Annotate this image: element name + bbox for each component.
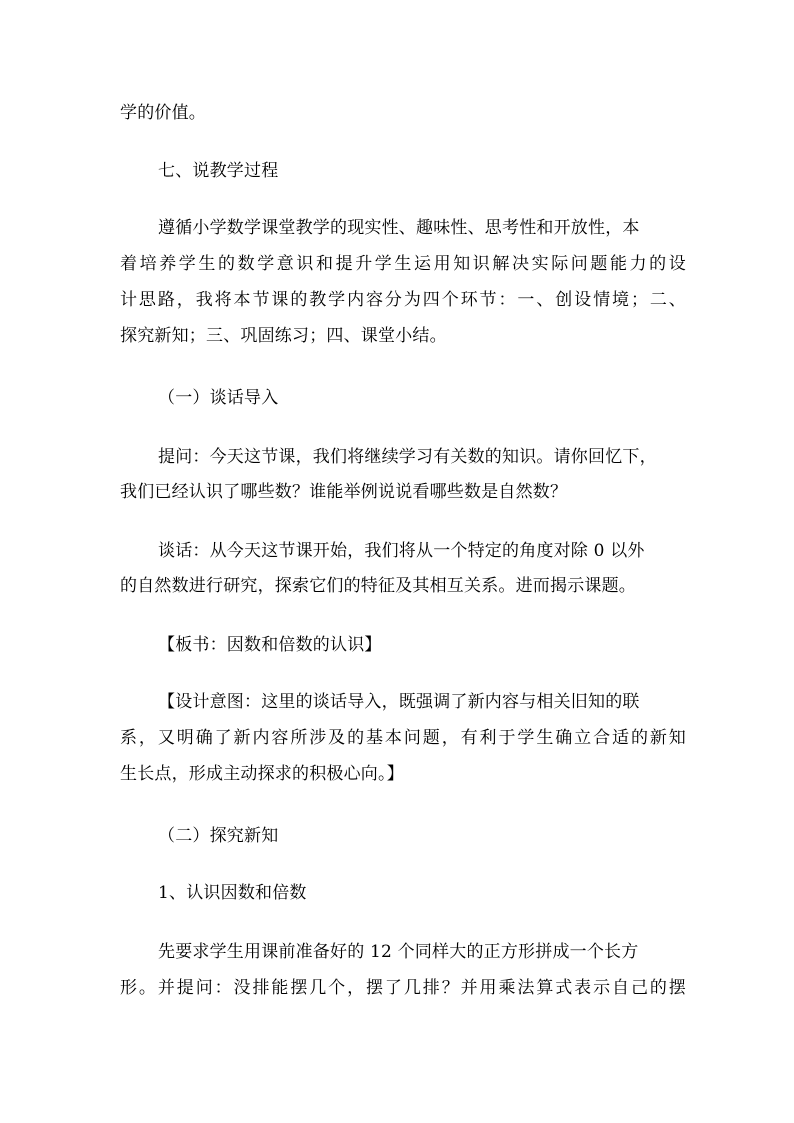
paragraph-line: 形。并提问：没排能摆几个，摆了几排？并用乘法算式表示自己的摆: [120, 978, 686, 998]
paragraph-line: 的自然数进行研究，探索它们的特征及其相互关系。进而揭示课题。: [120, 576, 636, 596]
paragraph-line: 谈话：从今天这节课开始，我们将从一个特定的角度对除 0 以外: [158, 541, 645, 561]
paragraph-line: 先要求学生用课前准备好的 12 个同样大的正方形拼成一个长方: [158, 942, 639, 962]
section-heading: 七、说教学过程: [158, 161, 279, 181]
subsection-heading: 1、认识因数和倍数: [158, 883, 307, 903]
board-note: 【板书：因数和倍数的认识】: [158, 635, 382, 655]
paragraph-line: 着培养学生的数学意识和提升学生运用知识解决实际问题能力的设: [120, 254, 686, 274]
paragraph-line: 提问：今天这节课，我们将继续学习有关数的知识。请你回忆下，: [158, 447, 657, 467]
paragraph-line: 计思路，我将本节课的教学内容分为四个环节：一、创设情境；二、: [120, 290, 686, 310]
paragraph-line: 遵循小学数学课堂教学的现实性、趣味性、思考性和开放性，本: [158, 218, 640, 238]
paragraph-line: 我们已经认识了哪些数？谁能举例说说看哪些数是自然数？: [120, 482, 568, 502]
paragraph-line: 探究新知；三、巩固练习；四、课堂小结。: [120, 326, 447, 346]
design-intent-line: 【设计意图：这里的谈话导入，既强调了新内容与相关旧知的联: [158, 692, 640, 712]
design-intent-line: 系，又明确了新内容所涉及的基本问题，有利于学生确立合适的新知: [120, 728, 686, 748]
subsection-heading: （二）探究新知: [158, 826, 279, 846]
paragraph-line: 学的价值。: [120, 103, 206, 123]
subsection-heading: （一）谈话导入: [158, 388, 279, 408]
design-intent-line: 生长点，形成主动探求的积极心向。】: [120, 764, 404, 784]
